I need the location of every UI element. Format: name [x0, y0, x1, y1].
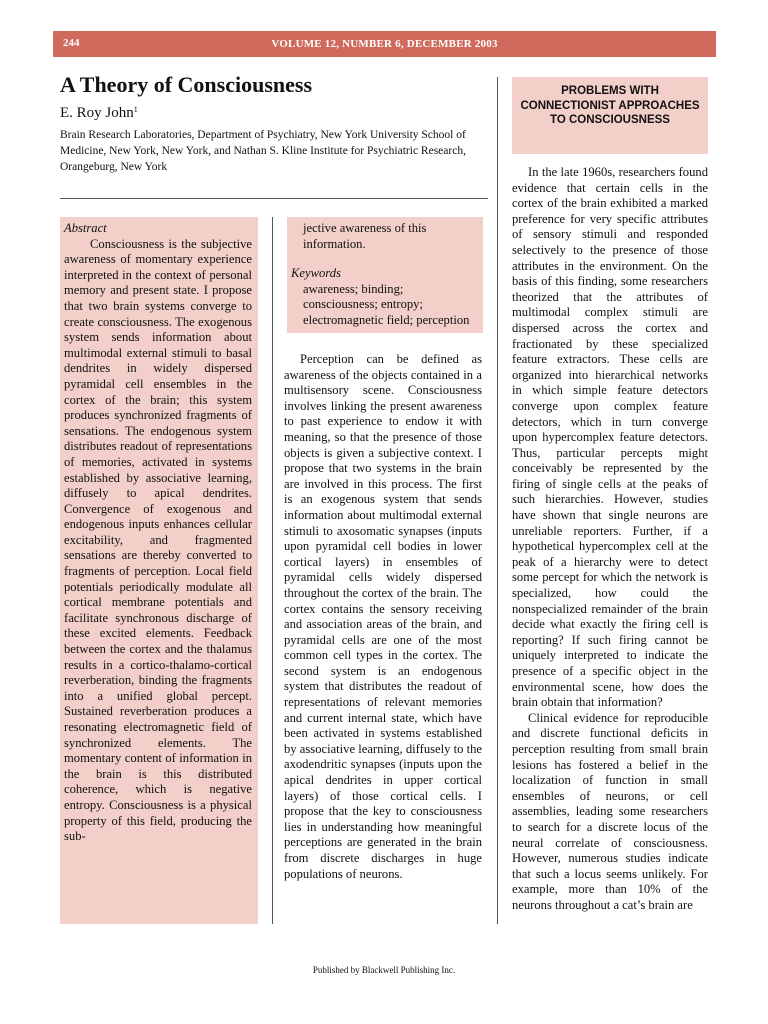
- column-divider-left: [272, 217, 273, 924]
- abstract-label: Abstract: [64, 221, 107, 235]
- sidebar-column: [512, 165, 708, 914]
- sidebar-paragraph-1: In the late 1960s, researchers found evidence that certain cells in the cortex of the brain exhibited a marked preference for very specific attributes of sensory stimuli and responded selectively to the presence of those attributes in the environment. On the basis of this finding, some researchers theorized that the attributes of multimodal complex stimuli are dispersed across the cortex and fractionated by these specialized feature extractors. These cells are organized into hierarchical networks in which simple feature detectors converge upon complex feature detectors, which in turn converge upon hypercomplex feature detectors. Thus, particular percepts might conceivably be represented by the firing of single cells at the peaks of such hierarchies. However, studies have shown that single neurons are unreliable reporters. Further, if a hypothetical hypercomplex cell at the peak of a hierarchy were to detect some percept for which the network is specialized, how could the nonspecialized remainder of the brain decide what exactly the firing cell is reporting? If such firing cannot be uniquely interpreted to indicate the presence of a specific object in the environmental scene, how does the brain obtain that information?: [512, 165, 708, 710]
- author-name: E. Roy John: [60, 105, 134, 121]
- publisher-footer: Published by Blackwell Publishing Inc.: [312, 965, 456, 975]
- keywords-text: awareness; binding; consciousness; entropy; electromagnetic field; perception: [303, 281, 470, 327]
- sidebar-paragraph-2: Clinical evidence for reproducible and discrete functional deficits in perception resulting from small brain lesions has fostered a belief in the localization of function in small ensembles of neurons, or cell assemblies, leading some researchers to search for a discrete locus of the neural correlate of consciousness. However, numerous studies indicate that such a locus seems unlikely. For example, more than 10% of the neurons throughout a cat’s brain are: [512, 710, 708, 912]
- author-line: [60, 105, 138, 122]
- keywords-label: Keywords: [291, 266, 341, 281]
- volume-info: VOLUME 12, NUMBER 6, DECEMBER 2003: [271, 38, 498, 50]
- abstract-continuation-box: [287, 217, 483, 333]
- affiliation: Brain Research Laboratories, Department of Psychiatry, New York University School of Medicine, New York, New York, and Nathan S. Kline Institute for Psychiatric Research, Orangeburg, New York: [60, 129, 466, 173]
- body-column: [284, 352, 482, 882]
- column-divider-right: [497, 77, 498, 924]
- abstract-continuation: jective awareness of this information.: [303, 221, 427, 251]
- header-divider: [60, 198, 488, 199]
- abstract-text: Consciousness is the subjective awareness of momentary experience interpreted in the context of personal memory and present state. I propose that two brain systems converge to create consciousness. The exogenous system sends information about multimodal external stimuli to basal dendrites in widely dispersed pyramidal cell ensembles in the cortex of the brain; this system produces synchronized fragments of sensations. The endogenous system distributes readout of representations of memories, activated in systems established by associative learning, diffusely to apical dendrites. Convergence of exogenous and endogenous inputs enhances cellular excitability, and fragmented sensations are thereby converted to fragments of perception. Local field potentials periodically modulate all cortical membrane potentials and facilitate synchronous discharge of these excited elements. Feedback between the cortex and the thalamus results in a cortico-thalamo-cortical reverberation, binding the fragments into a unified global percept. Sustained reverberation produces a resonating electromagnetic field of synchronized elements. The momentary content of information in the brain is this distributed coherence, which is negative entropy. Consciousness is a physical property of this field, producing the sub-: [64, 236, 252, 844]
- author-footnote-marker: 1: [133, 105, 138, 114]
- running-header: [53, 31, 716, 57]
- page-number: 244: [63, 37, 80, 49]
- intro-paragraph: Perception can be defined as awareness of the objects contained in a multisensory scene. Consciousness involves linking the present awareness to past experience to endow it with meaning, so that the presence of those objects is given a subjective context. I propose that two systems in the brain are involved in this process. The first is an exogenous system that sends information about multimodal external stimuli to axosomatic synapses (inputs upon pyramidal cell bodies in lower cortical layers) in ensembles of pyramidal cells widely dispersed throughout the cortex of the brain. The cortex contains the sensory receiving and association areas of the brain, and pyramidal cells are one of the most common cell types in the cortex. The second system is an endogenous system that distributes the readout of representations of relevant memories and current internal state, which have been activated in systems established by associative learning, diffusely to the axodendritic synapses (inputs upon the apical dendrites in upper cortical layers) of those cortical cells. I propose that the key to consciousness lies in understanding how meaningful perceptions are generated in the brain from discrete discharges in huge populations of neurons.: [284, 352, 482, 881]
- sidebar-heading: PROBLEMS WITH CONNECTIONIST APPROACHES TO CONSCIOUSNESS: [512, 77, 708, 154]
- article-title: A Theory of Consciousness: [60, 72, 313, 97]
- abstract-box: [60, 217, 258, 924]
